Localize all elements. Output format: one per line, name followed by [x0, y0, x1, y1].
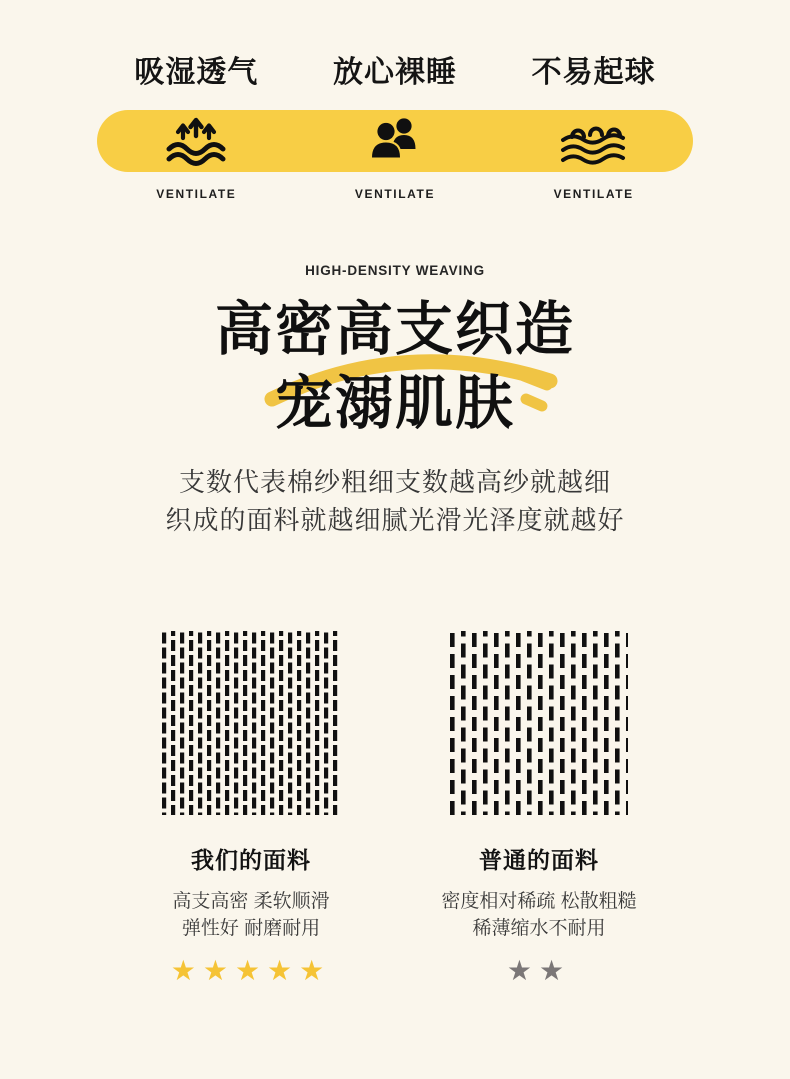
eyebrow-text: HIGH-DENSITY WEAVING — [305, 263, 485, 278]
hero-description — [0, 463, 790, 539]
hero-title-line2: 宠溺肌肤 — [274, 371, 515, 436]
ordinary-fabric-desc-line2: 稀薄缩水不耐用 — [472, 918, 606, 939]
hero-section — [0, 263, 790, 539]
fabric-comparison — [0, 631, 790, 988]
dense-weave-swatch — [162, 631, 340, 815]
ordinary-fabric-column — [419, 631, 659, 988]
our-fabric-desc-line1: 高支高密 柔软顺滑 — [172, 891, 330, 912]
feature-icon-bar — [97, 110, 693, 172]
our-fabric-desc-line2: 弹性好 耐磨耐用 — [181, 918, 321, 939]
hero-description-line2: 织成的面料就越细腻光滑光泽度就越好 — [165, 505, 625, 535]
our-fabric-star-rating: ★★★★★ — [170, 954, 332, 987]
page-title — [0, 293, 790, 441]
feature-title-no-pilling: 不易起球 — [531, 56, 656, 89]
ordinary-fabric-star-rating: ★★ — [506, 954, 572, 987]
our-fabric-description — [131, 888, 371, 942]
ventilate-label: VENTILATE — [354, 187, 436, 201]
ordinary-fabric-description — [419, 888, 659, 942]
our-fabric-title: 我们的面料 — [191, 847, 311, 873]
feature-strip — [0, 0, 790, 201]
ventilate-label: VENTILATE — [156, 187, 237, 201]
ordinary-fabric-desc-line1: 密度相对稀疏 松散粗糙 — [441, 891, 637, 912]
hero-description-line1: 支数代表棉纱粗细支数越高纱就越细 — [178, 467, 611, 497]
our-fabric-column — [131, 631, 371, 988]
no-pilling-icon — [558, 115, 630, 167]
feature-title-breathable: 吸湿透气 — [134, 56, 259, 89]
ordinary-fabric-title: 普通的面料 — [479, 847, 599, 873]
ventilate-label: VENTILATE — [553, 187, 634, 201]
feature-title-sleep-naked: 放心裸睡 — [333, 56, 457, 89]
sparse-weave-swatch — [450, 631, 628, 815]
moisture-wicking-icon — [164, 116, 228, 166]
people-icon — [363, 116, 427, 166]
hero-title-line1: 高密高支织造 — [214, 297, 575, 362]
